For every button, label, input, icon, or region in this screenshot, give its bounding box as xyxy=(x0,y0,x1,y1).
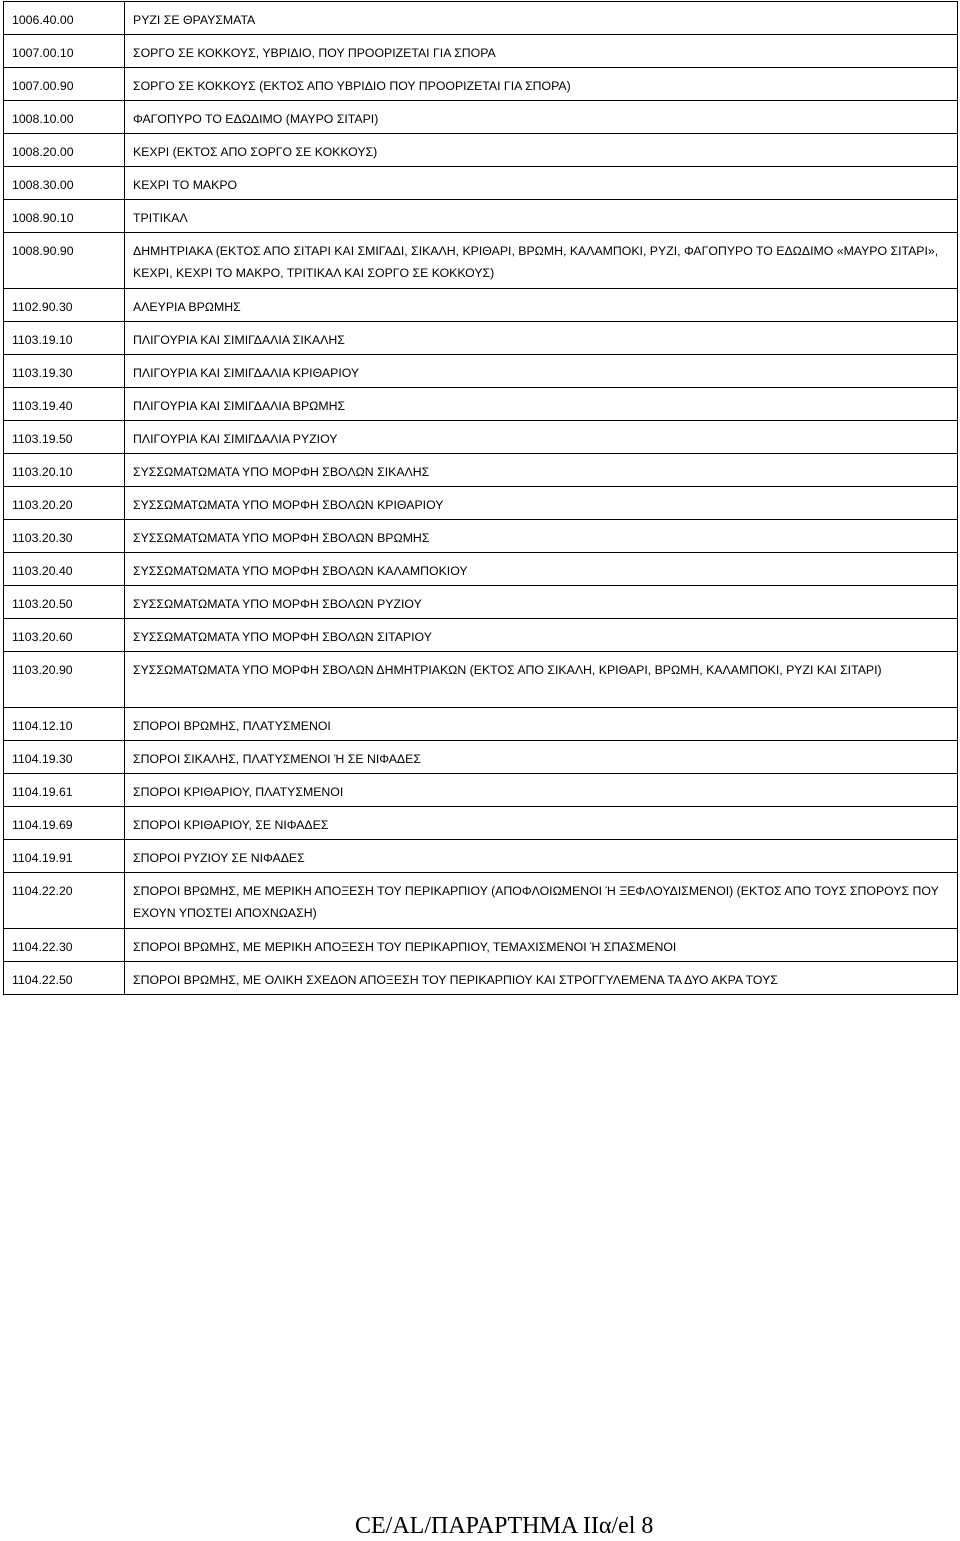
description-cell: ΚΕΧΡΙ ΤΟ ΜΑΚΡΟ xyxy=(125,167,958,200)
description-cell: ΣΠΟΡΟΙ ΡΥΖΙΟΥ ΣΕ ΝΙΦΑΔΕΣ xyxy=(125,840,958,873)
description-cell: ΣΟΡΓΟ ΣΕ ΚΟΚΚΟΥΣ (ΕΚΤΟΣ ΑΠΟ ΥΒΡΙΔΙΟ ΠΟΥ ΠΡΟΟΡΙΖΕΤΑΙ ΓΙΑ ΣΠΟΡΑ) xyxy=(125,68,958,101)
code-cell: 1103.20.50 xyxy=(4,586,125,619)
description-cell: ΣΥΣΣΩΜΑΤΩΜΑΤΑ ΥΠΟ ΜΟΡΦΗ ΣΒΟΛΩΝ ΡΥΖΙΟΥ xyxy=(125,586,958,619)
table-row xyxy=(4,68,958,101)
table-row xyxy=(4,322,958,355)
table-row xyxy=(4,134,958,167)
table-row xyxy=(4,840,958,873)
code-cell: 1103.20.20 xyxy=(4,487,125,520)
code-cell: 1104.22.30 xyxy=(4,929,125,962)
table-row xyxy=(4,962,958,995)
code-cell: 1104.19.91 xyxy=(4,840,125,873)
description-cell: ΣΠΟΡΟΙ ΒΡΩΜΗΣ, ΠΛΑΤΥΣΜΕΝΟΙ xyxy=(125,708,958,741)
description-cell: ΣΥΣΣΩΜΑΤΩΜΑΤΑ ΥΠΟ ΜΟΡΦΗ ΣΒΟΛΩΝ ΣΙΚΑΛΗΣ xyxy=(125,454,958,487)
table-row xyxy=(4,873,958,929)
table-row xyxy=(4,553,958,586)
code-cell: 1008.90.10 xyxy=(4,200,125,233)
table-row xyxy=(4,167,958,200)
code-cell: 1007.00.10 xyxy=(4,35,125,68)
description-cell: ΚΕΧΡΙ (ΕΚΤΟΣ ΑΠΟ ΣΟΡΓΟ ΣΕ ΚΟΚΚΟΥΣ) xyxy=(125,134,958,167)
code-cell: 1103.20.10 xyxy=(4,454,125,487)
table-row xyxy=(4,741,958,774)
code-cell: 1104.19.30 xyxy=(4,741,125,774)
description-cell: ΣΥΣΣΩΜΑΤΩΜΑΤΑ ΥΠΟ ΜΟΡΦΗ ΣΒΟΛΩΝ ΚΡΙΘΑΡΙΟΥ xyxy=(125,487,958,520)
table-row xyxy=(4,586,958,619)
table-row xyxy=(4,35,958,68)
table-row xyxy=(4,929,958,962)
code-cell: 1104.22.50 xyxy=(4,962,125,995)
table-row xyxy=(4,355,958,388)
description-cell: ΤΡΙΤΙΚΑΛ xyxy=(125,200,958,233)
description-cell: ΣΠΟΡΟΙ ΚΡΙΘΑΡΙΟΥ, ΣΕ ΝΙΦΑΔΕΣ xyxy=(125,807,958,840)
table-row xyxy=(4,520,958,553)
table-row xyxy=(4,619,958,652)
code-cell: 1103.20.30 xyxy=(4,520,125,553)
description-cell: ΠΛΙΓΟΥΡΙΑ ΚΑΙ ΣΙΜΙΓΔΑΛΙΑ ΣΙΚΑΛΗΣ xyxy=(125,322,958,355)
document-reference: CE/AL/ΠΑΡΑΡΤΗΜΑ ΙΙα/el 8 xyxy=(355,1513,654,1539)
description-cell: ΣΠΟΡΟΙ ΒΡΩΜΗΣ, ΜΕ ΜΕΡΙΚΗ ΑΠΟΞΕΣΗ ΤΟΥ ΠΕΡΙΚΑΡΠΙΟΥ, ΤΕΜΑΧΙΣΜΕΝΟΙ Ή ΣΠΑΣΜΕΝΟΙ xyxy=(125,929,958,962)
description-cell: ΠΛΙΓΟΥΡΙΑ ΚΑΙ ΣΙΜΙΓΔΑΛΙΑ ΚΡΙΘΑΡΙΟΥ xyxy=(125,355,958,388)
table-body xyxy=(4,2,958,995)
code-cell: 1104.22.20 xyxy=(4,873,125,929)
description-cell: ΣΠΟΡΟΙ ΒΡΩΜΗΣ, ΜΕ ΟΛΙΚΗ ΣΧΕΔΟΝ ΑΠΟΞΕΣΗ ΤΟΥ ΠΕΡΙΚΑΡΠΙΟΥ ΚΑΙ ΣΤΡΟΓΓΥΛΕΜΕΝΑ ΤΑ ΔΥΟ ΑΚΡΑ ΤΟΥΣ xyxy=(125,962,958,995)
description-cell: ΑΛΕΥΡΙΑ ΒΡΩΜΗΣ xyxy=(125,289,958,322)
code-cell: 1103.19.40 xyxy=(4,388,125,421)
code-cell: 1008.20.00 xyxy=(4,134,125,167)
description-cell: ΣΥΣΣΩΜΑΤΩΜΑΤΑ ΥΠΟ ΜΟΡΦΗ ΣΒΟΛΩΝ ΒΡΩΜΗΣ xyxy=(125,520,958,553)
code-cell: 1008.90.90 xyxy=(4,233,125,289)
table-row xyxy=(4,200,958,233)
code-cell: 1104.19.61 xyxy=(4,774,125,807)
table-row xyxy=(4,774,958,807)
code-cell: 1103.19.30 xyxy=(4,355,125,388)
table-row xyxy=(4,101,958,134)
description-cell: ΣΥΣΣΩΜΑΤΩΜΑΤΑ ΥΠΟ ΜΟΡΦΗ ΣΒΟΛΩΝ ΚΑΛΑΜΠΟΚΙΟΥ xyxy=(125,553,958,586)
description-cell: ΣΟΡΓΟ ΣΕ ΚΟΚΚΟΥΣ, ΥΒΡΙΔΙΟ, ΠΟΥ ΠΡΟΟΡΙΖΕΤΑΙ ΓΙΑ ΣΠΟΡΑ xyxy=(125,35,958,68)
table-row xyxy=(4,388,958,421)
description-cell: ΣΠΟΡΟΙ ΚΡΙΘΑΡΙΟΥ, ΠΛΑΤΥΣΜΕΝΟΙ xyxy=(125,774,958,807)
code-cell: 1104.19.69 xyxy=(4,807,125,840)
table-row xyxy=(4,487,958,520)
description-cell: ΣΥΣΣΩΜΑΤΩΜΑΤΑ ΥΠΟ ΜΟΡΦΗ ΣΒΟΛΩΝ ΔΗΜΗΤΡΙΑΚΩΝ (ΕΚΤΟΣ ΑΠΟ ΣΙΚΑΛΗ, ΚΡΙΘΑΡΙ, ΒΡΩΜΗ, ΚΑΛΑΜΠΟΚΙ, ΡΥΖΙ ΚΑΙ ΣΙΤΑΡΙ) xyxy=(125,652,958,708)
description-cell: ΦΑΓΟΠΥΡΟ ΤΟ ΕΔΩΔΙΜΟ (ΜΑΥΡΟ ΣΙΤΑΡΙ) xyxy=(125,101,958,134)
tariff-code-table xyxy=(3,1,958,995)
code-cell: 1103.20.90 xyxy=(4,652,125,708)
code-cell: 1102.90.30 xyxy=(4,289,125,322)
description-cell: ΔΗΜΗΤΡΙΑΚΑ (ΕΚΤΟΣ ΑΠΟ ΣΙΤΑΡΙ ΚΑΙ ΣΜΙΓΑΔΙ, ΣΙΚΑΛΗ, ΚΡΙΘΑΡΙ, ΒΡΩΜΗ, ΚΑΛΑΜΠΟΚΙ, ΡΥΖΙ, ΦΑΓΟΠΥΡΟ ΤΟ ΕΔΩΔΙΜΟ «ΜΑΥΡΟ ΣΙΤΑΡΙ», ΚΕΧΡΙ, ΚΕΧΡΙ ΤΟ ΜΑΚΡΟ, ΤΡΙΤΙΚΑΛ ΚΑΙ ΣΟΡΓΟ ΣΕ ΚΟΚΚΟΥΣ) xyxy=(125,233,958,289)
description-cell: ΡΥΖΙ ΣΕ ΘΡΑΥΣΜΑΤΑ xyxy=(125,2,958,35)
description-cell: ΠΛΙΓΟΥΡΙΑ ΚΑΙ ΣΙΜΙΓΔΑΛΙΑ ΒΡΩΜΗΣ xyxy=(125,388,958,421)
description-cell: ΣΥΣΣΩΜΑΤΩΜΑΤΑ ΥΠΟ ΜΟΡΦΗ ΣΒΟΛΩΝ ΣΙΤΑΡΙΟΥ xyxy=(125,619,958,652)
code-cell: 1008.10.00 xyxy=(4,101,125,134)
table-row xyxy=(4,2,958,35)
code-cell: 1006.40.00 xyxy=(4,2,125,35)
table-row xyxy=(4,454,958,487)
description-cell: ΠΛΙΓΟΥΡΙΑ ΚΑΙ ΣΙΜΙΓΔΑΛΙΑ ΡΥΖΙΟΥ xyxy=(125,421,958,454)
table-row xyxy=(4,233,958,289)
table-row xyxy=(4,289,958,322)
table-row xyxy=(4,708,958,741)
code-cell: 1103.20.60 xyxy=(4,619,125,652)
table-row xyxy=(4,807,958,840)
code-cell: 1007.00.90 xyxy=(4,68,125,101)
description-cell: ΣΠΟΡΟΙ ΣΙΚΑΛΗΣ, ΠΛΑΤΥΣΜΕΝΟΙ Ή ΣΕ ΝΙΦΑΔΕΣ xyxy=(125,741,958,774)
table-row xyxy=(4,652,958,708)
code-cell: 1103.19.50 xyxy=(4,421,125,454)
table-row xyxy=(4,421,958,454)
code-cell: 1008.30.00 xyxy=(4,167,125,200)
code-cell: 1103.20.40 xyxy=(4,553,125,586)
code-cell: 1103.19.10 xyxy=(4,322,125,355)
description-cell: ΣΠΟΡΟΙ ΒΡΩΜΗΣ, ΜΕ ΜΕΡΙΚΗ ΑΠΟΞΕΣΗ ΤΟΥ ΠΕΡΙΚΑΡΠΙΟΥ (ΑΠΟΦΛΟΙΩΜΕΝΟΙ Ή ΞΕΦΛΟΥΔΙΣΜΕΝΟΙ) (ΕΚΤΟΣ ΑΠΟ ΤΟΥΣ ΣΠΟΡΟΥΣ ΠΟΥ ΕΧΟΥΝ ΥΠΟΣΤΕΙ ΑΠΟΧΝΩΑΣΗ) xyxy=(125,873,958,929)
code-cell: 1104.12.10 xyxy=(4,708,125,741)
